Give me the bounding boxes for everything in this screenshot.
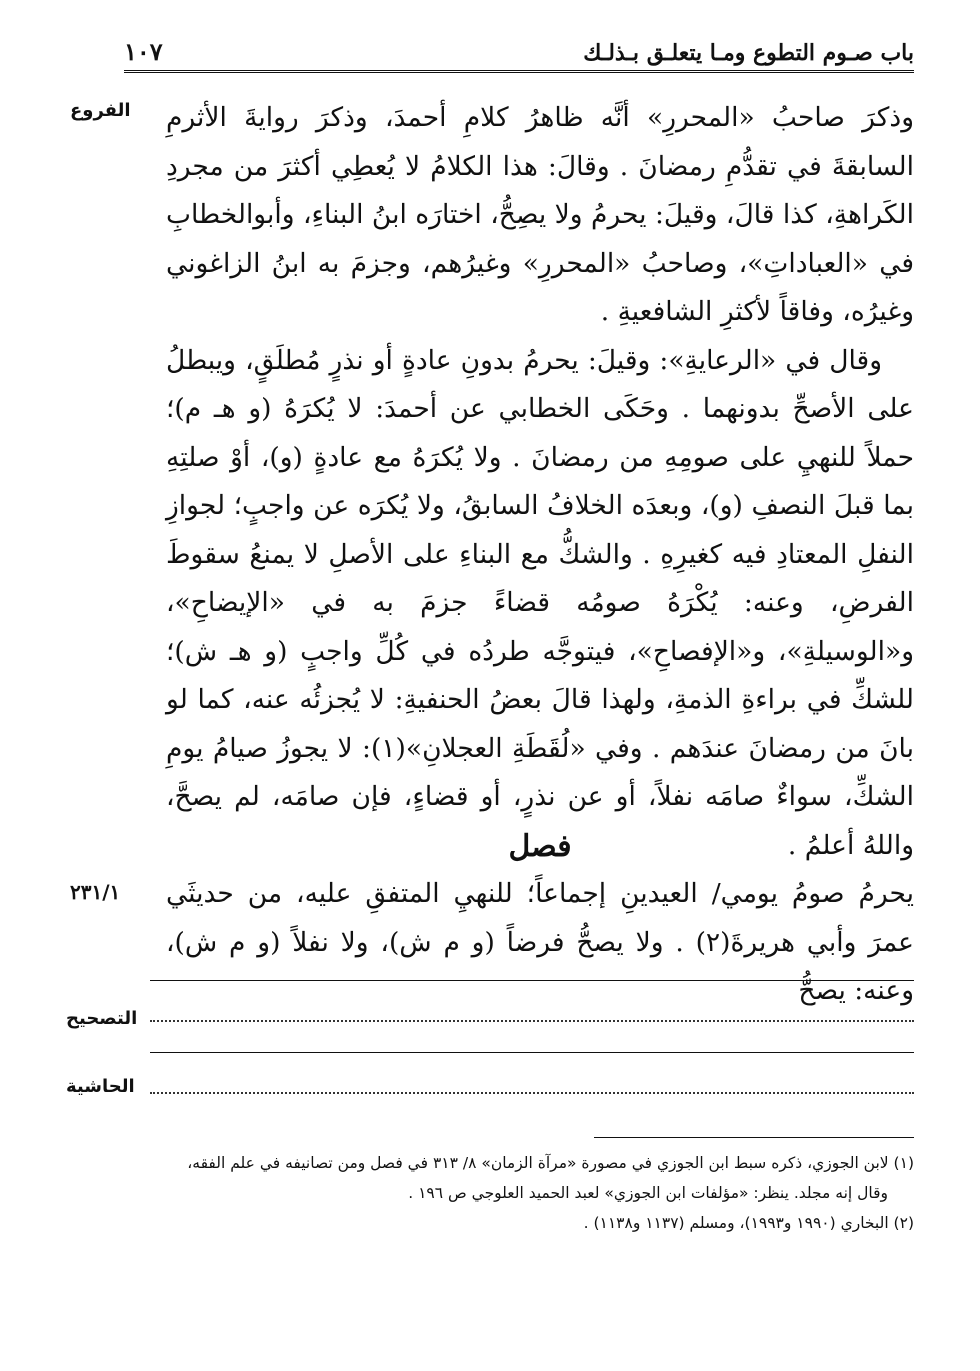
section-text-block [166, 870, 914, 1016]
chapter-title: باب صـوم التطوع ومـا يتعلـق بـذلـك [583, 40, 914, 66]
running-header [124, 26, 914, 73]
volume-page-ref: ٢٣١/١ [70, 880, 121, 904]
annotation-label: الحاشية [66, 1076, 135, 1097]
divider-rule [150, 1052, 914, 1053]
section-heading: فصل [508, 829, 572, 864]
paragraph-2: وقال في «الرعايةِ»: وقيلَ: يحرمُ بدونِ عادةٍ أو نذرٍ مُطلَقٍ، ويبطلُ على الأصحِّ بدونهما . وحَكَى الخطابي عن أحمدَ: لا يُكرَهُ (و هـ م)؛ حملاً للنهيِ على صومِهِ من رمضانَ . ولا يُكرَهُ مع عادةٍ (و)، أوْ صلتِهِ بما قبلَ النصفِ (و)، وبعدَه الخلافُ السابقُ، ولا يُكرَه عن واجبٍ؛ لجوازِ النفلِ المعتادِ فيه كغيرِهِ . والشكُّ مع البناءِ على الأصلِ لا يمنعُ سقوطَ الفرضِ، وعنه: يُكْرَهُ صومُه قضاءً جزمَ به في «الإيضاحِ»، و«الوسيلةِ»، و«الإفصاحِ»، فيتوجَّه طردُه في كُلِّ واجبٍ (و هـ ش)؛ للشكِّ في براءةِ الذمةِ، ولهذا قالَ بعضُ الحنفيةِ: لا يُجزئُه عنه، كما لو بانَ من رمضانَ عندَهم . وفي «لُقَطَةِ العجلانِ»(١): لا يجوزُ صيامُ يومِ الشكِّ، سواءٌ صامَه نفلاً، أو عن نذرٍ، أو قضاءٍ، فإن صامَه، لم يصحَّ، واللهُ أعلمُ . [166, 344, 914, 861]
footnote-2: (٢) البخاري (١٩٩٠ و١٩٩٣)، ومسلم (١١٣٧ و١١٣٨) . [583, 1214, 914, 1232]
footnote-1-continued: وقال إنه مجلد. ينظر: «مؤلفات ابن الجوزي» لعبد الحميد العلوجي ص ١٩٦ . [408, 1184, 888, 1202]
correction-label: التصحيح [66, 1008, 138, 1029]
page-number: ١٠٧ [124, 37, 163, 66]
paragraph-1: وذكرَ صاحبُ «المحررِ» أنَّه ظاهرُ كلامِ أحمدَ، وذكرَ روايةَ الأثرمِ السابقةَ في تقدُّمِ رمضانَ . وقالَ: هذا الكلامُ لا يُعطِي أكثرَ من مجردِ الكَراهةِ، كذا قالَ، وقيلَ: يحرمُ ولا يصِحُّ، اختارَه ابنُ البناءِ، وأبوالخطابِ في «العباداتِ»، وصاحبُ «المحررِ» وغيرُهم، وجزمَ به ابنُ الزاغوني وغيرُه، وفاقاً لأكثرِ الشافعيةِ . [166, 102, 914, 327]
section-paragraph: يحرمُ صومُ يومي/ العيدينِ إجماعاً؛ للنهيِ المتفقِ عليه، من حديثَي عمرَ وأبي هريرةَ(٢) . ولا يصحُّ فرضاً (و م ش)، ولا نفلاً (و م ش)، وعنه: يصحُّ [166, 878, 914, 1006]
main-text [166, 94, 914, 870]
footnote-separator [594, 1137, 914, 1138]
text-end-rule [150, 980, 914, 981]
correction-line[interactable] [150, 1020, 914, 1022]
source-marker: الفروع [70, 100, 131, 121]
footnote-1: (١) لابن الجوزي، ذكره سبط ابن الجوزي في مصورة «مرآة الزمان» ٨/ ٣١٣ في فصل ومن تصانيفه في علم الفقه، [187, 1154, 914, 1172]
annotation-line[interactable] [150, 1092, 914, 1094]
footnotes [150, 1148, 914, 1238]
